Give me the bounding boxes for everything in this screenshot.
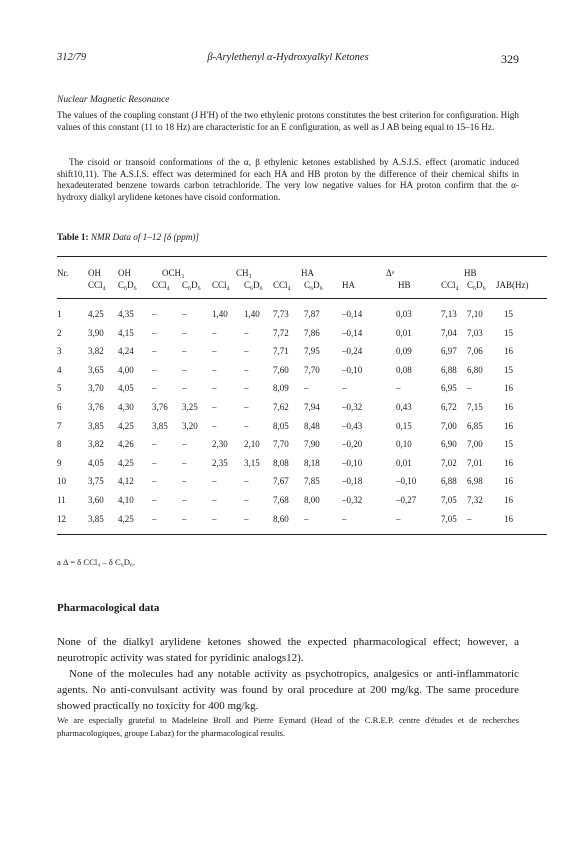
table-cell: – [152,346,157,357]
table-cell: 4,12 [118,476,134,487]
table-cell: 8,08 [273,457,289,468]
table-cell: 6,97 [441,346,457,357]
row-number: 7 [57,420,62,431]
table-cell: 2,30 [212,439,228,450]
table-cell: 4,35 [118,309,134,319]
table-cell: 15 [504,309,513,319]
table-cell: – [152,439,157,450]
table-bottom-rule [57,534,547,535]
row-number: 3 [57,346,62,357]
table-cell: 1,40 [244,309,260,319]
table-cell: – [212,402,217,412]
table-cell: – [152,457,157,468]
table-cell: – [152,476,157,487]
acknowledgement: We are especially grateful to Madeleine Broll and Pierre Eymard (Head of the C.R.E.P. centre d'études et de recherches pharmacologiques, groupe Labaz) for the pharmacological results. [57,715,519,738]
pharma-paragraph-1: None of the dialkyl arylidene ketones showed the expected pharmacological effect; however, a neurotropic activity was stated for pyridinic analogs12). [57,636,519,664]
table-cell: 7,73 [273,309,289,319]
nmr-paragraph-2: The cisoid or transoid conformations of the α, β ethylenic ketones established by A.S.I.S. effect (aromatic induced shift10,11). The A.S.I.S. effect was determined for each HA and HB proton by the difference of their chemical shifts in hexadeuterated benzene towards carbon tetrachloride. The very low negative values for HA proton confirm that the α-hydroxy dialkyl arylidene ketones have cisoid conformation. [57,157,519,202]
table-cell: 3,76 [152,402,168,412]
th-och3: OCH₃ [162,268,185,278]
table-cell: –0,10 [342,457,363,468]
table-cell: 16 [504,457,513,468]
table-cell: 4,25 [118,513,134,524]
table-cell: 0,10 [396,439,412,450]
table-cell: 3,82 [88,439,104,450]
th-hb: HB [464,268,477,278]
running-title: β-Arylethenyl α-Hydroxyalkyl Ketones [207,52,369,63]
table-cell: 7,05 [441,513,457,524]
table-cell: 6,98 [467,476,483,487]
table-cell: 4,25 [88,309,104,319]
table-cell: –0,43 [342,420,363,431]
table-cell: – [182,439,187,450]
table-cell: 0,01 [396,457,412,468]
th-sub: CCl₄ [152,280,170,290]
table-cell: – [396,383,401,394]
table-cell: – [182,364,187,375]
table-cell: – [244,364,249,375]
table-cell: 7,02 [441,457,457,468]
table-cell: 0,03 [396,309,412,319]
table-cell: – [244,346,249,357]
table-cell: 6,85 [467,420,483,431]
th-ha: HA [301,268,314,278]
table-cell: 3,75 [88,476,104,487]
table-cell: –0,10 [342,364,363,375]
table-cell: – [244,495,249,505]
table-cell: 7,86 [304,327,320,338]
table-cell: 6,88 [441,476,457,487]
th-sub: JAB(Hz) [496,280,529,290]
table-cell: – [244,402,249,412]
table-cell: – [212,495,217,505]
table-cell: 7,10 [467,309,483,319]
row-number: 4 [57,364,62,375]
table-cell: 7,70 [273,439,289,450]
table-cell: 4,24 [118,346,134,357]
th-nr: Nr. [57,268,69,278]
table-cell: – [212,327,217,338]
th-sub: C₆D₆ [467,280,486,290]
table-cell: – [182,346,187,357]
nmr-paragraph-1: The values of the coupling constant (J H′H) of the two ethylenic protons constitutes the best criterion for configuration. High values of this constant (11 to 18 Hz) are characteristic for an E configuration, as well as J AB being equal to 15–16 Hz. [57,110,519,132]
table-cell: –0,18 [342,476,363,487]
table-cell: 15 [504,439,513,450]
table-cell: 7,71 [273,346,289,357]
table-cell: 7,15 [467,402,483,412]
table-cell: 6,80 [467,364,483,375]
table-cell: 4,15 [118,327,134,338]
table-cell: – [212,476,217,487]
th-sub: CCl₄ [88,280,106,290]
table-cell: 3,82 [88,346,104,357]
row-number: 8 [57,439,62,450]
table-cell: –0,27 [396,495,417,505]
table-cell: 7,32 [467,495,483,505]
table-cell: – [244,420,249,431]
table-cell: 7,06 [467,346,483,357]
table-cell: 7,87 [304,309,320,319]
row-number: 9 [57,457,62,468]
table-cell: – [182,327,187,338]
table-cell: – [152,364,157,375]
table-cell: – [212,364,217,375]
running-header [57,52,519,68]
table-cell: 4,05 [118,383,134,394]
table-cell: – [467,383,472,394]
table-cell: 6,95 [441,383,457,394]
table-cell: 7,62 [273,402,289,412]
th-sub: C₆D₆ [304,280,323,290]
table-cell: 7,00 [467,439,483,450]
table-cell: 8,60 [273,513,289,524]
table-cell: 6,72 [441,402,457,412]
table-cell: 3,70 [88,383,104,394]
table-cell: 7,85 [304,476,320,487]
table-cell: – [212,346,217,357]
th-sub: HB [398,280,411,290]
th-sub: HA [342,280,355,290]
table-cell: 7,94 [304,402,320,412]
table-cell: 3,20 [182,420,198,431]
table-cell: 4,05 [88,457,104,468]
table-cell: 15 [504,364,513,375]
table-footnote: a Δ = δ CCl₄ – δ C₆D₆. [57,557,136,567]
table-cell: – [152,495,157,505]
table-cell: 3,90 [88,327,104,338]
table-cell: 3,76 [88,402,104,412]
table-cell: – [212,420,217,431]
table-cell: 7,60 [273,364,289,375]
table-cell: 3,65 [88,364,104,375]
table-cell: 8,18 [304,457,320,468]
table-cell: 7,90 [304,439,320,450]
pharma-section-title: Pharmacological data [57,602,160,614]
table-cell: – [244,476,249,487]
table-cell: 3,25 [182,402,198,412]
table-cell: 0,08 [396,364,412,375]
row-number: 1 [57,309,62,319]
table-cell: – [467,513,472,524]
table-cell: 3,15 [244,457,260,468]
th-sub: CCl₄ [212,280,230,290]
table-cell: – [304,513,309,524]
table-cell: – [182,513,187,524]
journal-ref: 312/79 [57,52,87,63]
table-cell: – [152,383,157,394]
table-cell: –0,14 [342,327,363,338]
table-cell: – [152,327,157,338]
table-cell: – [152,513,157,524]
table-cell: 4,25 [118,457,134,468]
table-cell: – [396,513,401,524]
table-cell: 4,10 [118,495,134,505]
table-cell: 16 [504,513,513,524]
table-cell: 16 [504,420,513,431]
table-caption-label: Table 1: [57,232,89,242]
th-delta: Δᵃ [386,268,395,278]
table-cell: 16 [504,402,513,412]
table-cell: 6,88 [441,364,457,375]
nmr-section-title: Nuclear Magnetic Resonance [57,95,170,105]
table-cell: 16 [504,383,513,394]
th-oh-1: OH [88,268,101,278]
table-cell: –0,24 [342,346,363,357]
th-sub: CCl₄ [441,280,459,290]
table-cell: 3,85 [88,420,104,431]
table-cell: 7,05 [441,495,457,505]
row-number: 5 [57,383,62,394]
table-cell: 3,60 [88,495,104,505]
table-cell: 7,13 [441,309,457,319]
table-cell: – [152,309,157,319]
th-sub: C₆D₆ [244,280,263,290]
table-cell: 0,43 [396,402,412,412]
table-cell: 8,00 [304,495,320,505]
table-cell: 4,00 [118,364,134,375]
table-cell: – [244,383,249,394]
table-cell: 7,67 [273,476,289,487]
table-cell: 7,95 [304,346,320,357]
table-cell: –0,20 [342,439,363,450]
table-cell: –0,14 [342,309,363,319]
table-cell: –0,32 [342,495,363,505]
th-sub: CCl₄ [273,280,291,290]
table-cell: – [244,327,249,338]
table-cell: – [212,513,217,524]
table-cell: 4,26 [118,439,134,450]
table-cell: – [182,476,187,487]
table-cell: 7,01 [467,457,483,468]
table-cell: 4,25 [118,420,134,431]
table-cell: 7,70 [304,364,320,375]
th-oh-2: OH [118,268,131,278]
table-cell: 7,68 [273,495,289,505]
table-cell: 7,04 [441,327,457,338]
table-cell: 0,01 [396,327,412,338]
table-cell: 2,35 [212,457,228,468]
page-number: 329 [501,52,519,66]
table-header-rule [57,298,547,299]
table-cell: 3,85 [88,513,104,524]
table-cell: 16 [504,346,513,357]
table-top-rule [57,256,547,257]
th-sub: C₆D₆ [118,280,137,290]
table-cell: – [182,383,187,394]
table-cell: – [304,383,309,394]
table-cell: 7,00 [441,420,457,431]
table-cell: 8,05 [273,420,289,431]
table-cell: 0,15 [396,420,412,431]
pharma-paragraph-2: None of the molecules had any notable activity as psychotropics, analgesics or anti-inflammatoric agents. No anti-convulsant activity was found by oral procedure at 200 mg/kg. The same procedure showed practically no toxicity for 400 mg/kg. [57,668,519,712]
table-cell: 8,09 [273,383,289,394]
table-cell: – [342,383,347,394]
table-cell: –0,32 [342,402,363,412]
row-number: 12 [57,513,66,524]
table-cell: – [342,513,347,524]
table-cell: 3,85 [152,420,168,431]
th-ch3: CH₃ [236,268,252,278]
table-cell: 15 [504,327,513,338]
table-cell: 16 [504,495,513,505]
row-number: 10 [57,476,66,487]
table-caption [57,232,199,242]
table-caption-text: NMR Data of 1–12 [δ (ppm)] [90,232,200,242]
table-cell: 1,40 [212,309,228,319]
th-sub: C₆D₆ [182,280,201,290]
table-cell: –0,10 [396,476,417,487]
table-cell: 2,10 [244,439,260,450]
table-cell: 6,90 [441,439,457,450]
table-cell: 16 [504,476,513,487]
table-cell: 0,09 [396,346,412,357]
table-cell: 7,03 [467,327,483,338]
table-cell: – [212,383,217,394]
row-number: 6 [57,402,62,412]
table-cell: – [244,513,249,524]
table-cell: – [182,457,187,468]
table-cell: – [182,309,187,319]
row-number: 2 [57,327,62,338]
table-cell: 4,30 [118,402,134,412]
table-cell: 7,72 [273,327,289,338]
table-cell: – [182,495,187,505]
row-number: 11 [57,495,66,505]
table-cell: 8,48 [304,420,320,431]
